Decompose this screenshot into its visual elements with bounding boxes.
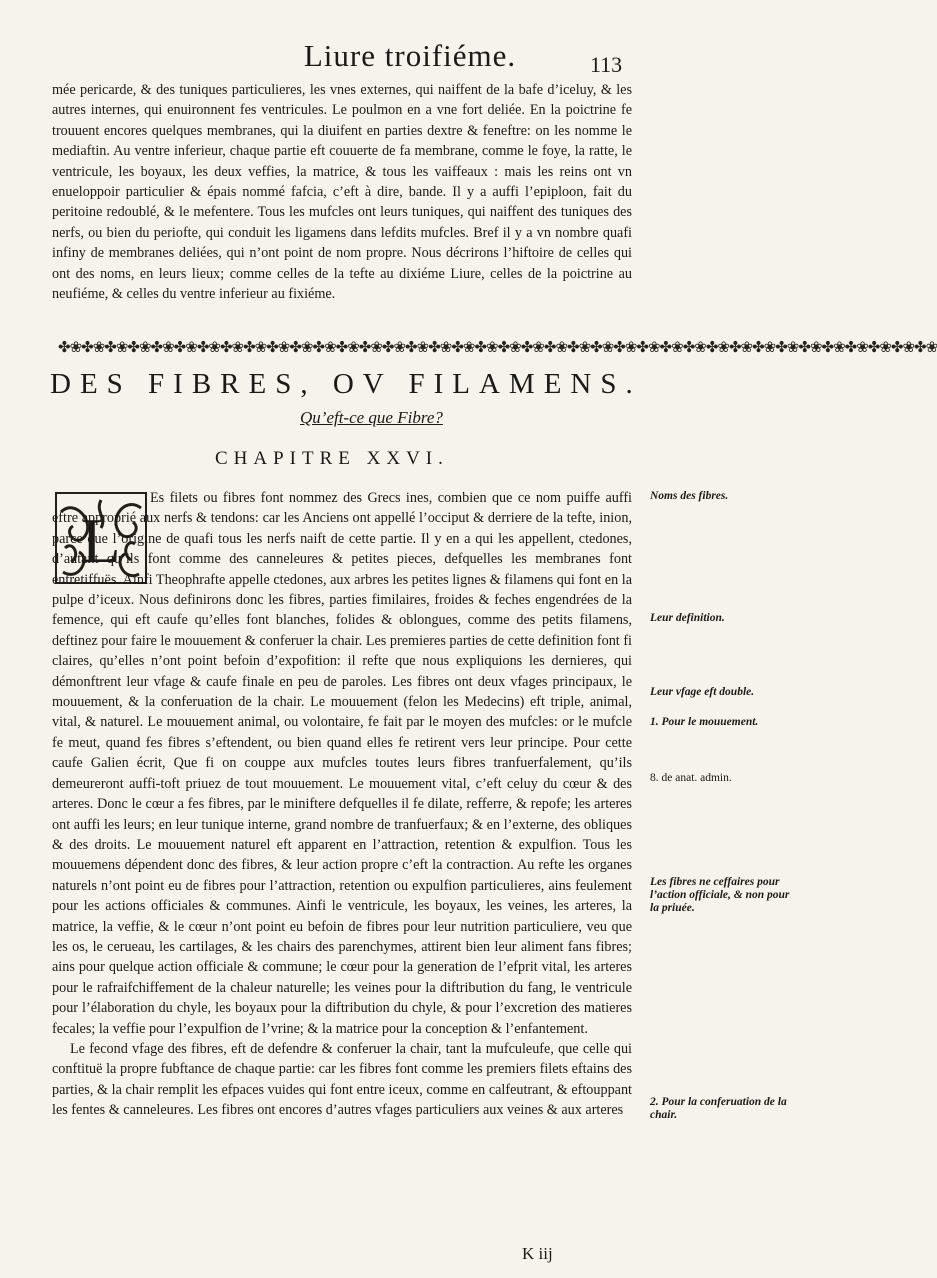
section-subtitle: Qu’eft-ce que Fibre? bbox=[300, 408, 443, 427]
margin-note: 2. Pour la conferuation de la chair. bbox=[650, 1096, 787, 1121]
margin-note: Noms des fibres. bbox=[650, 490, 729, 502]
paragraph-text: Es filets ou fibres font nommez des Grecs ines, combien que ce nom puiffe auffi eftre approprié aux nerfs & tendons: car les Anciens ont appellé l’occiput & derriere de la tefte, inion, parce que l’origine de quafi tous les nerfs naift de cette partie. Il y en a qui les appellent, ctedones, d’autant qu’ils font comme des canneleures & petites pieces, defquelles les membranes font entretiffuës. Ainfi Theophrafte appelle ctedones, aux arbres les petites lignes & filamens qui font en la pulpe d’iceux. Nous definirons donc les fibres, parties fimilaires, froides & feches engendrées de la femence, qui eft caufe qu’elles font blanches, folides & oblongues, comme des petits filamens, deftinez pour faire le mouuement & conferuer la chair. Les premieres parties de cette definition font fi claires, qu’elles n’ont point befoin d’expofition: il refte que nous expliquions les dernieres, qui démonftrent leur vfage & caufe finale en peu de paroles. Les fibres ont deux vfages principaux, le mouuement, & la conferuation de la chair. Le mouuement (felon les Medecins) eft triple, animal, vital, & naturel. Le mouuement animal, ou volontaire, fe fait par le moyen des mufcles: or le mufcle fe meut, quand fes fibres s’eftendent, ou bien quand elles fe retirent vers leur principe. Pour cette caufe Galien écrit, Que fi on couppe aux mufcles toutes leurs fibres tranfuerfalement, qu’ils demeureront auffi-toft priuez de tout mouuement. Le mouuement vital, c’eft celuy du cœur & des arteres. Donc le cœur a fes fibres, par le miniftere defquelles il fe dilate, refferre, & repofe; les arteres ont auffi les leurs; en leur tunique interne, grand nombre de tranfuerfaux; & en l’externe, des obliques & des droits. Le mouuement naturel eft apparent en l’attraction, retention & expulfion. Tous les mouuemens dépendent donc des fibres, & leur action propre c’eft la contraction. Au refte les organes naturels n’ont point eu de fibres pour l’attraction, retention ou expulfion particulieres, ains feulement pour les actions officiales & communes. Ainfi le ventricule, les boyaux, les veines, les arteres, la matrice, la veffie, & le cœur n’ont point eu befoin de fibres pour leur nutrition particuliere, veu que les os, le cerueau, les cartilages, & les chairs des parenchymes, attirent bien leur aliment fans fibres; ains pour quelque action officiale & commune; le cœur pour la generation de l’efprit vital, les arteres pour le rafraifchiffement de la chaleur naturelle; les veines pour la diftribution du fang, le ventricule pour l’élaboration du chyle, les boyaux pour la diftribution du chyle, & pour l’excretion des matieres fecales; la veffie pour l’expulfion de l’vrine; & la matrice pour la conception & l’enfantement. bbox=[52, 490, 632, 1037]
margin-note: 8. de anat. admin. bbox=[650, 772, 732, 784]
paragraph-membranes bbox=[52, 80, 632, 304]
decorative-band: ✤❀✤❀✤❀✤❀✤❀✤❀✤❀✤❀✤❀✤❀✤❀✤❀✤❀✤❀✤❀✤❀✤❀✤❀✤❀✤❀✤❀✤❀✤❀✤❀✤❀✤❀✤❀✤❀✤❀✤❀✤❀✤❀✤❀✤❀✤❀✤❀✤❀✤❀ bbox=[58, 338, 937, 356]
page-number: 113 bbox=[590, 52, 623, 77]
section-title: DES FIBRES, OV FILAMENS. bbox=[50, 368, 642, 400]
chapter-heading: CHAPITRE XXVI. bbox=[215, 448, 449, 469]
running-header: Liure troifiéme. bbox=[303, 38, 517, 73]
paragraph-text: Le fecond vfage des fibres, eft de defendre & conferuer la chair, tant la mufculeufe, que celle qui conftituë la propre fubftance de chaque partie: car les fibres font comme les premiers filets eftains des parties, & la chair remplit les efpaces vuides qui font entre iceux, comme en calfeutrant, & eftouppant les fentes & canneleures. Les fibres ont encores d’autres vfages particuliers aux veines & aux arteres bbox=[52, 1040, 632, 1119]
dropcap-letter: L bbox=[81, 505, 121, 576]
margin-note: Leur definition. bbox=[650, 612, 725, 624]
margin-note: Les fibres ne ceffaires pour l’action officiale, & non pour la priuée. bbox=[650, 876, 790, 914]
signature-mark: K iij bbox=[522, 1244, 553, 1263]
paragraph-fibres bbox=[52, 488, 632, 1121]
paragraph-text: mée pericarde, & des tuniques particulieres, les vnes externes, qui naiffent de la bafe d’iceluy, & les autres internes, qui enuironnent fes ventricules. Le poulmon en a vne fort deliée. En la poictrine fe trouuent encores quelques membranes, qui la diuifent en parties dextre & feneftre: on les nomme le mediaftin. Au ventre inferieur, chaque partie eft couuerte de fa membrane, comme le foye, la ratte, le ventricule, les boyaux, les deux veffies, la matrice, & tous les vaiffeaux : mais les reins ont vn enueloppoir particulier & épais nommé fafcia, c’eft à dire, bande. Il y a auffi l’epiploon, fait du peritoine redoublé, & le mefentere. Tous les mufcles ont leurs tuniques, qui naiffent des tuniques des nerfs, ou bien du periofte, qui conduit les ligamens dans lefdits mufcles. Bref il y a vn nombre quafi infiny de membranes deliées, qui n’ont point de nom propre. Nous décrirons l’hiftoire de celles qui ont des noms, en leurs lieux; comme celles de la tefte au dixiéme Liure, celles de la poictrine au neufiéme, & celles du ventre inferieur au fixiéme. bbox=[52, 82, 632, 303]
margin-note: Leur vfage eft double. bbox=[650, 686, 755, 698]
margin-note: 1. Pour le mouuement. bbox=[650, 716, 759, 728]
